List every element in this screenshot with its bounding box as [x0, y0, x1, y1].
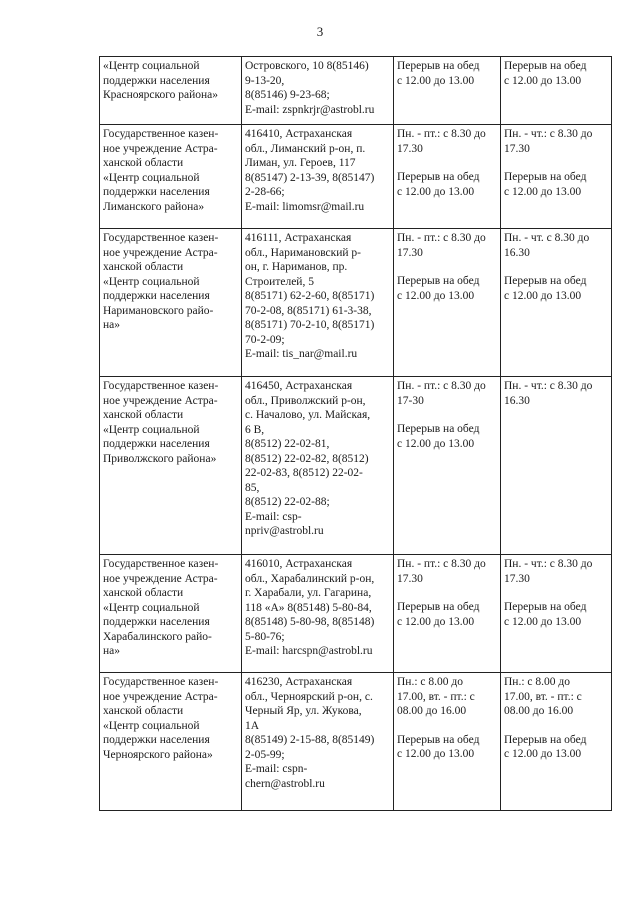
- working-hours-line: 08.00 до 16.00: [504, 705, 574, 717]
- text-line: ханской области: [103, 157, 184, 169]
- text-line: 416410, Астраханская: [245, 128, 353, 140]
- text-line: E-mail: tis_nar@mail.ru: [245, 348, 358, 360]
- hours-cell: [394, 229, 501, 377]
- text-line: обл., Харабалинский р-он,: [245, 572, 375, 585]
- text-line: Черный Яр, ул. Жукова,: [245, 705, 362, 717]
- text-line: ханской области: [103, 409, 184, 421]
- lunch-break-line: Перерыв на обед: [504, 171, 587, 183]
- text-line: обл., Черноярский р-он, с.: [245, 690, 373, 703]
- text-line: Лиман, ул. Героев, 117: [245, 157, 356, 169]
- working-hours-line: 17.30: [397, 572, 423, 585]
- org-name-cell: [100, 377, 242, 555]
- org-name-cell: [100, 57, 242, 125]
- text-line: он, г. Нариманов, пр.: [245, 261, 348, 273]
- working-hours-line: Пн. - пт.: с 8.30 до: [397, 380, 486, 392]
- table-row: [100, 555, 612, 673]
- text-line: 8(85148) 5-80-98, 8(85148): [245, 616, 375, 628]
- address-cell: [242, 377, 394, 555]
- text-line: обл., Наримановский р-: [245, 246, 362, 259]
- hours-cell: [394, 57, 501, 125]
- text-line: 70-2-08, 8(85171) 61-3-38,: [245, 304, 372, 317]
- lunch-break-line: с 12.00 до 13.00: [397, 615, 475, 628]
- text-line: 8(8512) 22-02-82, 8(8512): [245, 452, 369, 465]
- hours-cell: [394, 377, 501, 555]
- text-line: поддержки населения: [103, 616, 210, 628]
- text-line: Черноярского района»: [103, 748, 213, 761]
- text-line: 8(85146) 9-23-68;: [245, 89, 330, 101]
- text-line: ханской области: [103, 705, 184, 717]
- lunch-break-line: Перерыв на обед: [397, 275, 480, 287]
- working-hours-line: Пн. - пт.: с 8.30 до: [397, 128, 486, 140]
- lunch-break-line: с 12.00 до 13.00: [397, 185, 475, 198]
- text-line: Государственное казен-: [103, 232, 219, 244]
- working-hours-line: 17.30: [504, 572, 530, 585]
- working-hours-line: Пн. - чт.: с 8.30 до: [504, 558, 593, 570]
- working-hours-line: 17.00, вт. - пт.: с: [397, 690, 475, 703]
- hours-cell: [501, 125, 612, 229]
- text-line: ханской области: [103, 261, 184, 273]
- text-line: г. Харабали, ул. Гагарина,: [245, 587, 372, 599]
- text-line: поддержки населения: [103, 74, 210, 87]
- text-line: 6 В,: [245, 423, 265, 436]
- lunch-break-line: с 12.00 до 13.00: [504, 74, 582, 87]
- working-hours-line: Пн.: с 8.00 до: [397, 676, 463, 688]
- text-line: 2-05-99;: [245, 748, 285, 761]
- text-line: 8(8512) 22-02-88;: [245, 496, 330, 508]
- table-row: [100, 377, 612, 555]
- table-row: [100, 57, 612, 125]
- text-line: E-mail: zspnkrjr@astrobl.ru: [245, 103, 375, 116]
- org-name-cell: [100, 673, 242, 811]
- text-line: 118 «А» 8(85148) 5-80-84,: [245, 601, 372, 614]
- hours-cell: [394, 555, 501, 673]
- lunch-break-line: с 12.00 до 13.00: [504, 748, 582, 760]
- lunch-break-line: Перерыв на обед: [504, 275, 587, 287]
- working-hours-line: 08.00 до 16.00: [397, 705, 467, 717]
- lunch-break-line: с 12.00 до 13.00: [504, 185, 582, 198]
- hours-cell: [501, 377, 612, 555]
- working-hours-line: Пн. - чт.: с 8.30 до: [504, 128, 593, 140]
- address-cell: [242, 125, 394, 229]
- text-line: 416230, Астраханская: [245, 676, 353, 688]
- lunch-break-line: Перерыв на обед: [397, 601, 480, 613]
- address-cell: [242, 57, 394, 125]
- text-line: «Центр социальной: [103, 601, 200, 614]
- working-hours-line: Пн. - пт.: с 8.30 до: [397, 558, 486, 570]
- text-line: Приволжского района»: [103, 452, 217, 465]
- text-line: 8(8512) 22-02-81,: [245, 438, 330, 450]
- text-line: на»: [103, 645, 121, 657]
- working-hours-line: Пн. - пт.: с 8.30 до: [397, 232, 486, 244]
- lunch-break-line: Перерыв на обед: [397, 423, 480, 435]
- text-line: 2-28-66;: [245, 186, 285, 198]
- text-line: Островского, 10 8(85146): [245, 60, 369, 72]
- text-line: поддержки населения: [103, 734, 210, 746]
- text-line: «Центр социальной: [103, 719, 200, 732]
- working-hours-line: 16.30: [504, 394, 530, 407]
- text-line: 1А: [245, 719, 260, 732]
- text-line: E-mail: csp-: [245, 510, 302, 523]
- text-line: Харабалинского райо-: [103, 630, 212, 643]
- lunch-break-line: Перерыв на обед: [504, 733, 587, 746]
- text-line: «Центр социальной: [103, 171, 200, 184]
- text-line: с. Началово, ул. Майская,: [245, 409, 371, 421]
- text-line: поддержки населения: [103, 290, 210, 302]
- org-name-cell: [100, 555, 242, 673]
- lunch-break-line: Перерыв на обед: [397, 171, 480, 183]
- lunch-break-line: Перерыв на обед: [397, 733, 480, 746]
- organizations-table: [99, 56, 612, 811]
- lunch-break-line: с 12.00 до 13.00: [504, 615, 582, 628]
- org-name-cell: [100, 229, 242, 377]
- hours-cell: [394, 125, 501, 229]
- text-line: «Центр социальной: [103, 60, 200, 72]
- text-line: 9-13-20,: [245, 74, 285, 87]
- lunch-break-line: с 12.00 до 13.00: [504, 289, 582, 302]
- text-line: Наримановского райо-: [103, 304, 214, 317]
- table-row: [100, 125, 612, 229]
- text-line: npriv@astrobl.ru: [245, 525, 324, 537]
- text-line: E-mail: cspn-: [245, 763, 308, 775]
- working-hours-line: 17.00, вт. - пт.: с: [504, 690, 582, 703]
- hours-cell: [501, 57, 612, 125]
- working-hours-line: 17.30: [397, 142, 423, 155]
- address-cell: [242, 555, 394, 673]
- text-line: chern@astrobl.ru: [245, 777, 325, 790]
- text-line: 8(85171) 70-2-10, 8(85171): [245, 319, 375, 331]
- text-line: 22-02-83, 8(8512) 22-02-: [245, 467, 363, 479]
- page-number: 3: [316, 24, 324, 39]
- working-hours-line: 16.30: [504, 246, 530, 259]
- text-line: обл., Лиманский р-он, п.: [245, 142, 366, 155]
- text-line: 70-2-09;: [245, 333, 285, 346]
- lunch-break-line: с 12.00 до 13.00: [397, 437, 475, 450]
- text-line: Красноярского района»: [103, 89, 219, 101]
- text-line: Государственное казен-: [103, 128, 219, 140]
- text-line: ное учреждение Астра-: [103, 572, 218, 585]
- org-name-cell: [100, 125, 242, 229]
- text-line: 416450, Астраханская: [245, 380, 353, 392]
- text-line: ное учреждение Астра-: [103, 690, 218, 703]
- text-line: Строителей, 5: [245, 275, 314, 288]
- text-line: E-mail: limomsr@mail.ru: [245, 200, 365, 213]
- hours-cell: [501, 229, 612, 377]
- table-body: [100, 57, 612, 811]
- working-hours-line: 17-30: [397, 394, 424, 407]
- working-hours-line: Пн. - чт.: с 8.30 до: [504, 380, 593, 392]
- working-hours-line: 17.30: [504, 142, 530, 155]
- text-line: поддержки населения: [103, 438, 210, 450]
- text-line: Государственное казен-: [103, 380, 219, 392]
- text-line: «Центр социальной: [103, 275, 200, 288]
- working-hours-line: Пн. - чт. с 8.30 до: [504, 232, 590, 244]
- text-line: ханской области: [103, 587, 184, 599]
- text-line: 8(85147) 2-13-39, 8(85147): [245, 171, 375, 184]
- lunch-break-line: с 12.00 до 13.00: [397, 748, 475, 760]
- lunch-break-line: Перерыв на обед: [397, 60, 480, 72]
- text-line: обл., Приволжский р-он,: [245, 394, 366, 407]
- text-line: 8(85149) 2-15-88, 8(85149): [245, 734, 375, 746]
- working-hours-line: 17.30: [397, 246, 423, 259]
- text-line: 85,: [245, 481, 260, 494]
- text-line: Государственное казен-: [103, 558, 219, 570]
- text-line: ное учреждение Астра-: [103, 246, 218, 259]
- address-cell: [242, 673, 394, 811]
- text-line: ное учреждение Астра-: [103, 394, 218, 407]
- address-cell: [242, 229, 394, 377]
- text-line: Лиманского района»: [103, 200, 205, 213]
- lunch-break-line: с 12.00 до 13.00: [397, 74, 475, 87]
- text-line: 5-80-76;: [245, 630, 285, 643]
- lunch-break-line: с 12.00 до 13.00: [397, 289, 475, 302]
- text-line: 416010, Астраханская: [245, 558, 353, 570]
- lunch-break-line: Перерыв на обед: [504, 60, 587, 72]
- hours-cell: [501, 673, 612, 811]
- text-line: E-mail: harcspn@astrobl.ru: [245, 645, 373, 657]
- text-line: 8(85171) 62-2-60, 8(85171): [245, 290, 375, 302]
- hours-cell: [394, 673, 501, 811]
- text-line: поддержки населения: [103, 186, 210, 198]
- text-line: «Центр социальной: [103, 423, 200, 436]
- hours-cell: [501, 555, 612, 673]
- table-row: [100, 673, 612, 811]
- lunch-break-line: Перерыв на обед: [504, 601, 587, 613]
- working-hours-line: Пн.: с 8.00 до: [504, 676, 570, 688]
- text-line: на»: [103, 319, 121, 331]
- text-line: 416111, Астраханская: [245, 232, 352, 244]
- text-line: Государственное казен-: [103, 676, 219, 688]
- text-line: ное учреждение Астра-: [103, 142, 218, 155]
- table-row: [100, 229, 612, 377]
